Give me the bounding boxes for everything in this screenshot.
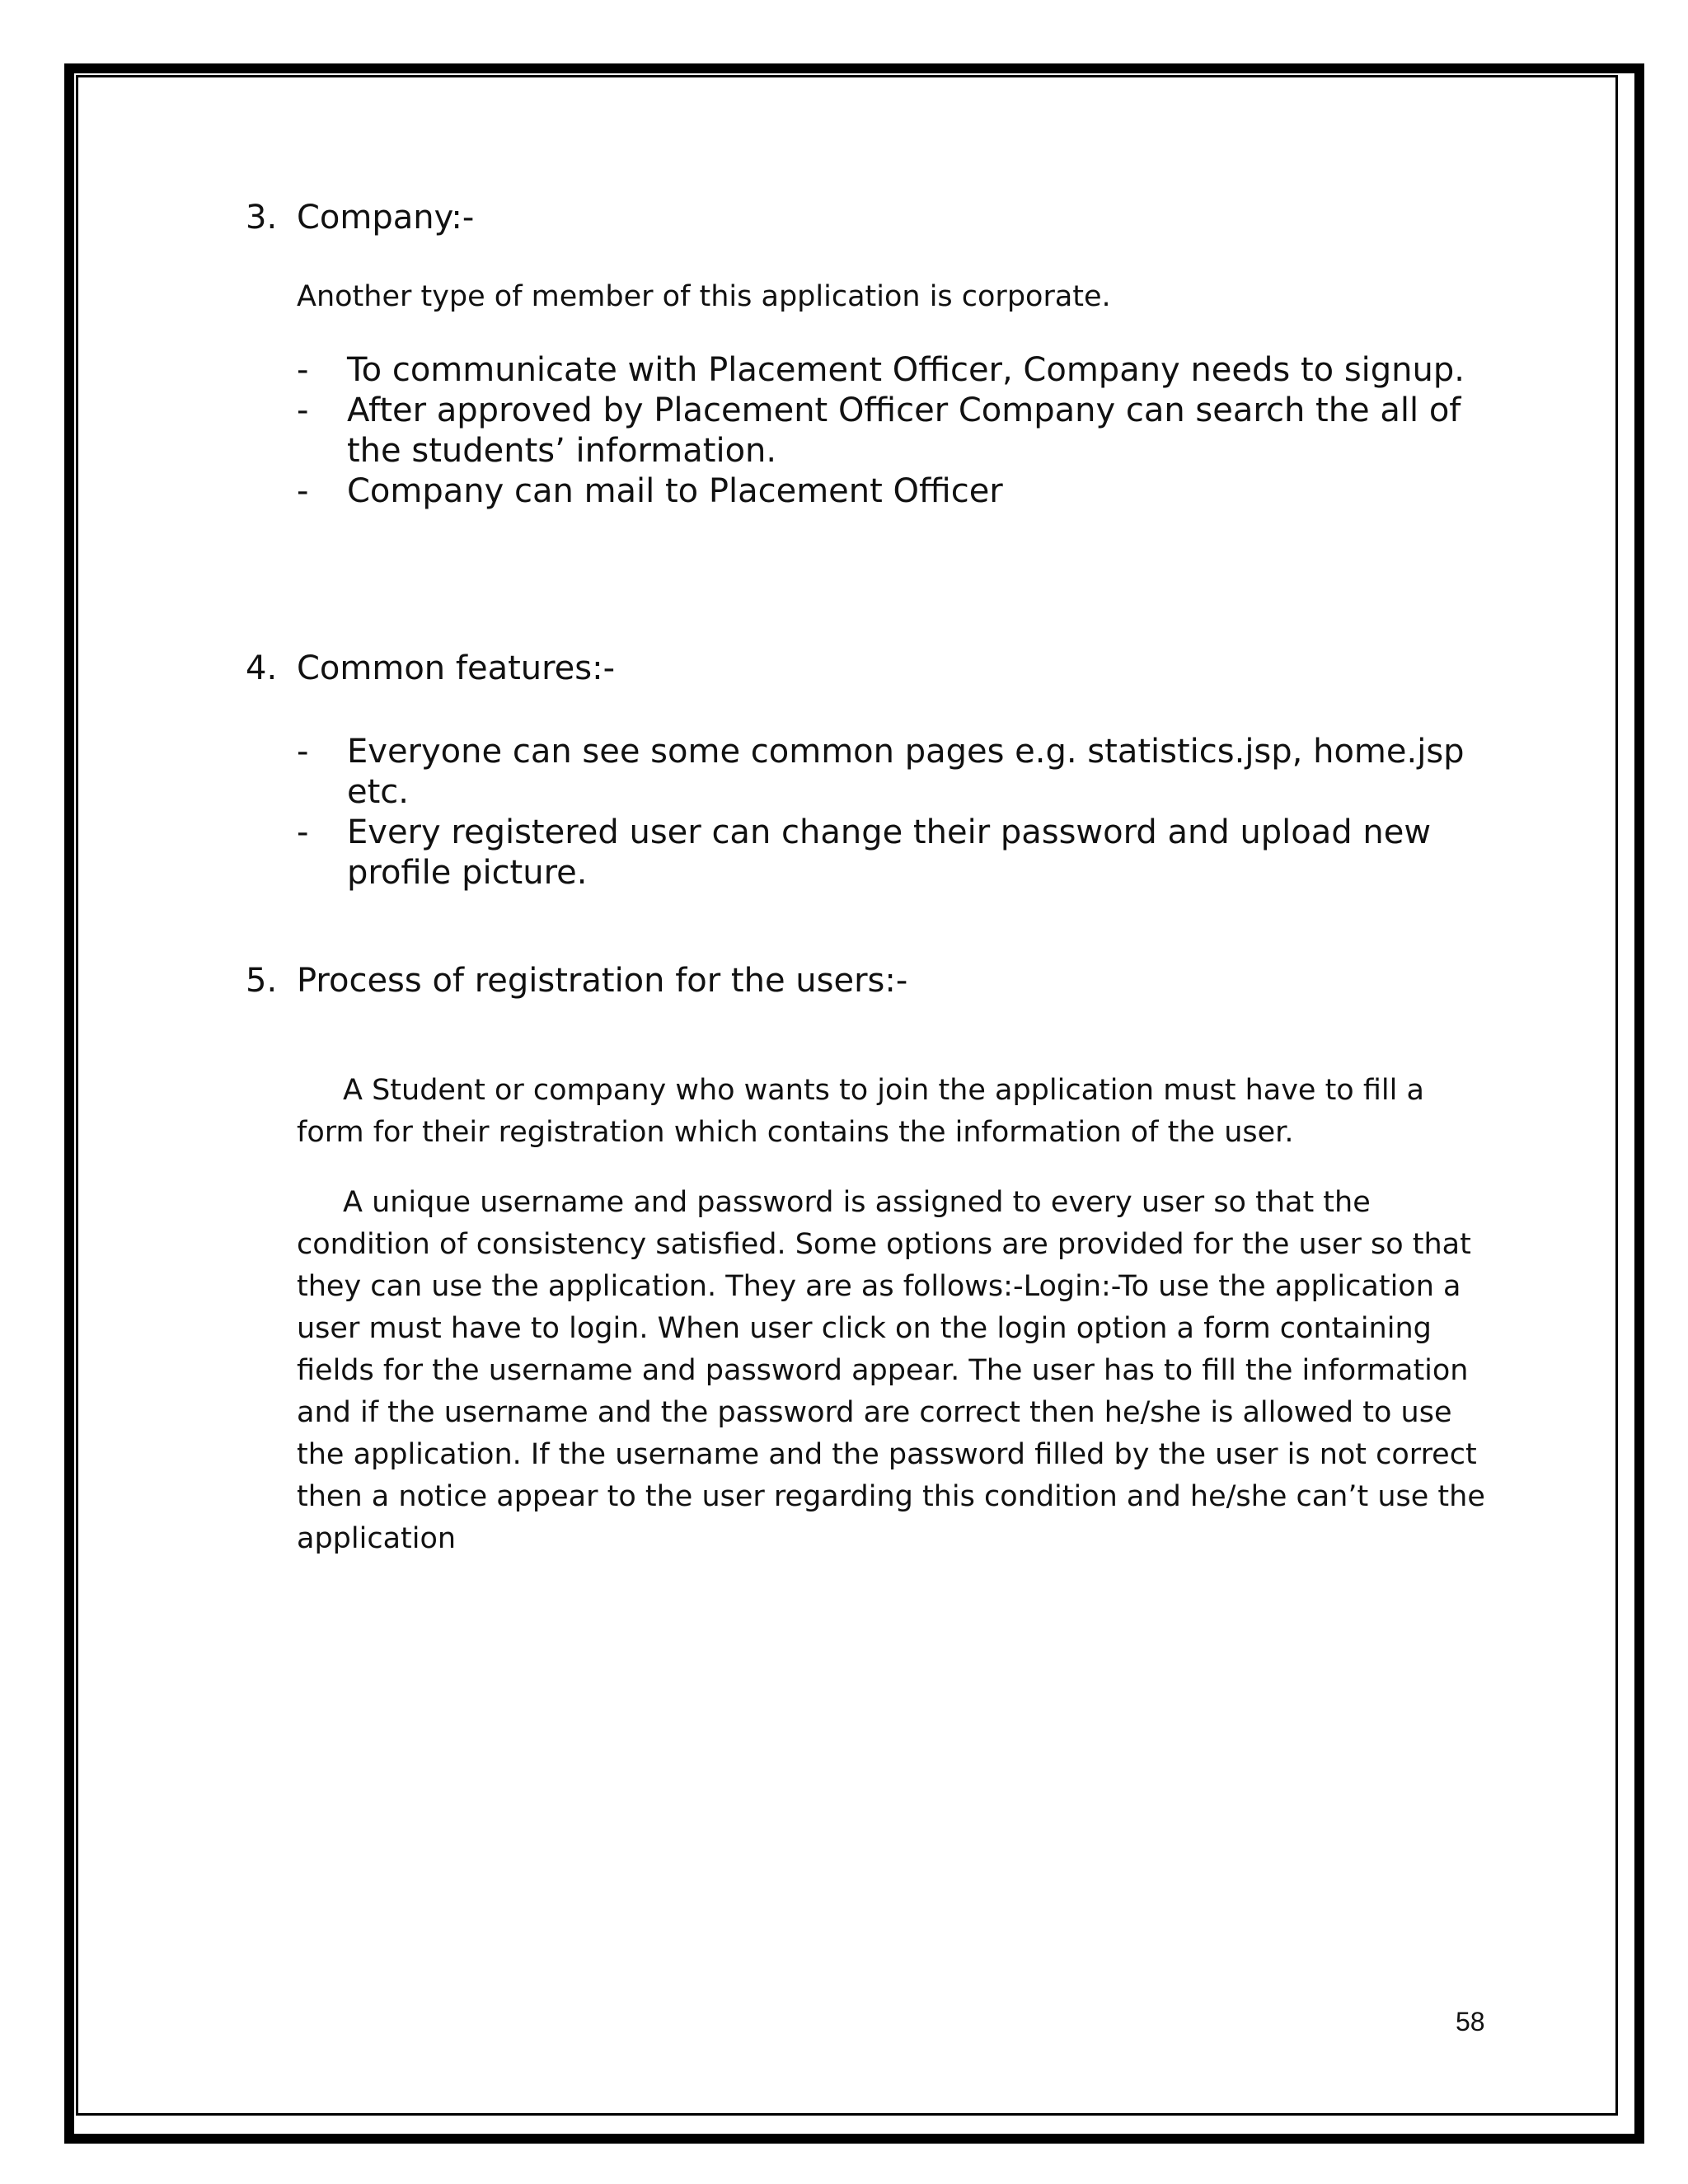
list-item: [297, 350, 1517, 391]
bullet-dash: -: [297, 733, 309, 771]
list-item-text: Everyone can see some common pages e.g. statistics.jsp, home.jsp etc.: [347, 733, 1465, 811]
list-item-text: Company can mail to Placement Officer: [347, 472, 1003, 510]
bullet-list-common-features: [297, 732, 1517, 893]
section-heading-registration: [246, 961, 907, 1001]
section-number: 3.: [246, 199, 278, 237]
section-number: 4.: [246, 649, 278, 687]
section-title: Process of registration for the users:-: [297, 962, 908, 1000]
list-item: [297, 391, 1517, 471]
list-item: [297, 732, 1517, 813]
section-number: 5.: [246, 962, 278, 1000]
list-item-text: After approved by Placement Officer Company can search the all of the students’ information.: [347, 391, 1461, 470]
page-number: 58: [1456, 2007, 1485, 2036]
paragraph-registration-intro: A Student or company who wants to join the application must have to fill a form for their registration which contains the information of the user.: [297, 1074, 1424, 1149]
section-intro: Another type of member of this application is corporate.: [297, 280, 1111, 313]
bullet-dash: -: [297, 472, 309, 510]
section-title: Company:-: [297, 199, 475, 237]
bullet-list-company: [297, 350, 1517, 512]
list-item-text: Every registered user can change their password and upload new profile picture.: [347, 813, 1432, 892]
section-heading-company: [246, 198, 474, 237]
section-title: Common features:-: [297, 649, 616, 687]
list-item-text: To communicate with Placement Officer, Company needs to signup.: [347, 351, 1465, 389]
list-item: [297, 813, 1517, 893]
bullet-dash: -: [297, 813, 309, 851]
bullet-dash: -: [297, 391, 309, 429]
bullet-dash: -: [297, 351, 309, 389]
list-item: [297, 471, 1517, 512]
section-heading-common-features: [246, 649, 615, 688]
paragraph-registration-details: A unique username and password is assigned to every user so that the condition of consistency satisfied. Some options are provided for the user so that they can use the application. They are as follows:-Login:-To use the application a user must have to login. When user click on the login option a form containing fields for the username and password appear. The user has to fill the information and if the username and the password are correct then he/she is allowed to use the application. If the username and the password filled by the user is not correct then a notice appear to the user regarding this condition and he/she can’t use the application: [297, 1186, 1485, 1555]
